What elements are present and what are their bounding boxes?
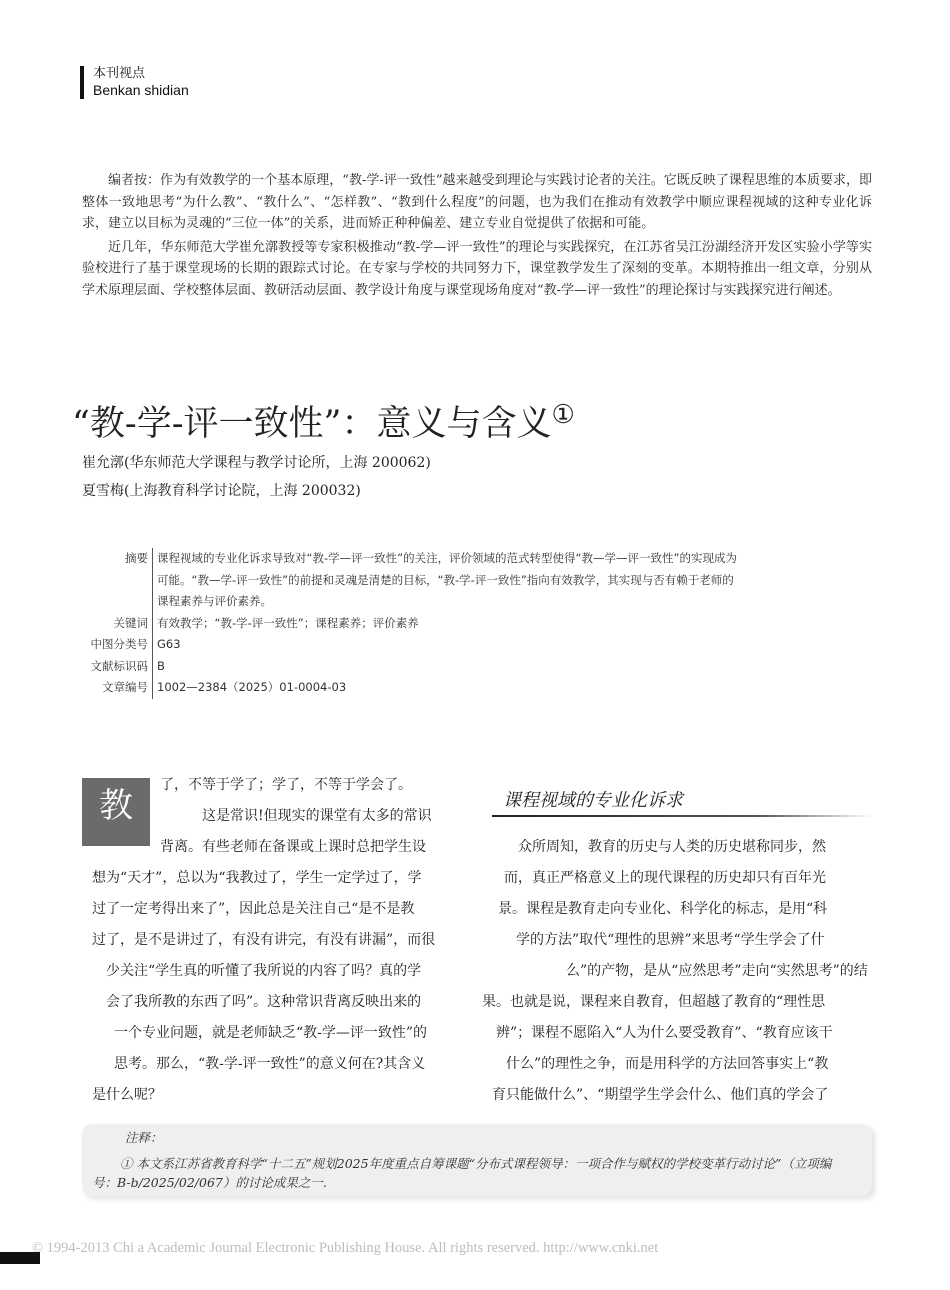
left-column-line: 一个专业问题，就是老师缺乏“教-学—评一致性”的 [114,1025,428,1041]
right-column-line: 辨”；课程不愿陷入“人为什么要受教育”、“教育应该干 [496,1025,833,1041]
abstract-row [82,548,797,613]
left-column-line: 会了我所教的东西了吗”。这种常识背离反映出来的 [106,994,422,1010]
clc-value: G63 [157,637,181,651]
right-column-line: 众所周知，教育的历史与人类的历史堪称同步，然 [518,839,826,855]
left-column-line: 了，不等于学了；学了，不等于学会了。 [160,777,412,793]
abstract-label: 摘要 [82,548,153,613]
doc-code-value: B [157,658,165,673]
keywords-row [82,613,797,635]
left-column-line: 思考。那么，“教-学-评一致性”的意义何在?其含义 [114,1056,426,1072]
title-footnote-mark: ① [551,400,575,430]
left-column-line: 是什么呢？ [92,1087,162,1103]
left-column-line: 过了一定考得出来了”，因此总是关注自己“是不是教 [92,901,415,917]
section-title: 课程视域的专业化诉求 [503,790,683,811]
editor-note-paragraph-1: 编者按：作为有效教学的一个基本原理，“教-学-评一致性”越来越受到理论与实践讨论者的关注。它既反映了课程思维的本质要求，即整体一致地思考“为什么教”、“教什么”、“怎样教”、“教到什么程度”的问题，也为我们在推动有效教学中顺应课程视域的这种专业化诉求，建立以目标为灵魂的“三位一体”的关系，进而矫正种种偏差、建立专业自觉提供了依据和可能。 [82,173,872,231]
column-name-en: Benkan shidian [93,82,189,98]
left-column-line: 过了，是不是讲过了，有没有讲完，有没有讲漏”，而很 [92,932,436,948]
editor-note-paragraph-2: 近几年，华东师范大学崔允漷教授等专家积极推动“教-学—评一致性”的理论与实践探究，在江苏省吴江汾湖经济开发区实验小学等实验校进行了基于课堂现场的长期的跟踪式讨论。在专家与学校的共同努力下，课堂教学发生了深刻的变革。本期特推出一组文章，分别从学术原理层面、学校整体层面、教研活动层面、教学设计角度与课堂现场角度对“教-学—评一致性”的理论探讨与实践探究进行阐述。 [82,239,872,298]
abstract-line: 可能。“教—学-评一致性”的前提和灵魂是清楚的目标，“教-学-评一致性”指向有效教学，其实现与否有赖于老师的 [157,572,734,587]
clc-row [82,634,797,656]
author-1: 崔允漷(华东师范大学课程与教学讨论所，上海 200062) [82,455,431,471]
abstract-line: 课程素养与评价素养。 [157,594,272,608]
abstract-text [153,548,797,613]
right-column-line: 景。课程是教育走向专业化、科学化的标志，是用“科 [498,901,828,917]
column-header [80,66,189,99]
left-column-line: 少关注“学生真的听懂了我所说的内容了吗？真的学 [106,963,422,979]
right-column-line: 而，真正严格意义上的现代课程的历史却只有百年光 [504,870,826,886]
clc-label: 中图分类号 [82,634,153,656]
editor-note [82,170,872,303]
article-title-text: “教-学-评一致性”：意义与含义 [72,404,552,444]
right-column-line: 学的方法”取代“理性的思辨”来思考“学生学会了什 [516,932,825,948]
section-rule [492,815,872,817]
article-no-row [82,677,797,699]
keywords-label: 关键词 [82,613,153,635]
author-2: 夏雪梅(上海教育科学讨论院，上海 200032) [82,483,361,499]
right-column-line: 什么”的理性之争，而是用科学的方法回答事实上“教 [506,1056,829,1072]
keywords-text: 有效教学；“教-学-评一致性”；课程素养；评价素养 [157,615,419,630]
article-no-label: 文章编号 [82,677,153,699]
left-column-line: 这是常识!但现实的课堂有太多的常识 [202,808,432,824]
article-title [72,392,575,447]
column-name-cn: 本刊视点 [93,66,146,81]
right-column-line: 果。也就是说，课程来自教育，但超越了教育的“理性思 [482,994,826,1010]
left-column-line: 想为“天才”，总以为“我教过了，学生一定学过了，学 [92,870,422,886]
article-meta [82,548,797,699]
copyright-watermark: © 1994-2013 Chi a Academic Journal Electronic Publishing House. All rights reserved. http://www.cnki.net [32,1240,659,1256]
footnote-text: ① 本文系江苏省教育科学“十二五”规划2025年度重点自筹课题“分布式课程领导：一项合作与赋权的学校变革行动讨论”（立项编号：B-b/2025/02/067）的讨论成果之一. [92,1156,832,1190]
article-no-value: 1002—2384（2025）01-0004-03 [157,680,347,694]
right-column-line: 么”的产物，是从“应然思考”走向“实然思考”的结 [566,963,868,979]
right-column-line: 育只能做什么”、“期望学生学会什么、他们真的学会了 [492,1087,829,1103]
doc-code-label: 文献标识码 [82,656,153,678]
drop-cap: 教 [82,778,150,846]
footnote-label: 注释： [125,1130,163,1145]
abstract-line: 课程视域的专业化诉求导致对“教-学—评一致性”的关注，评价领域的范式转型使得“教—学—评一致性”的实现成为 [157,551,737,565]
left-column-line: 背离。有些老师在备课或上课时总把学生设 [160,839,426,855]
doc-code-row [82,656,797,678]
